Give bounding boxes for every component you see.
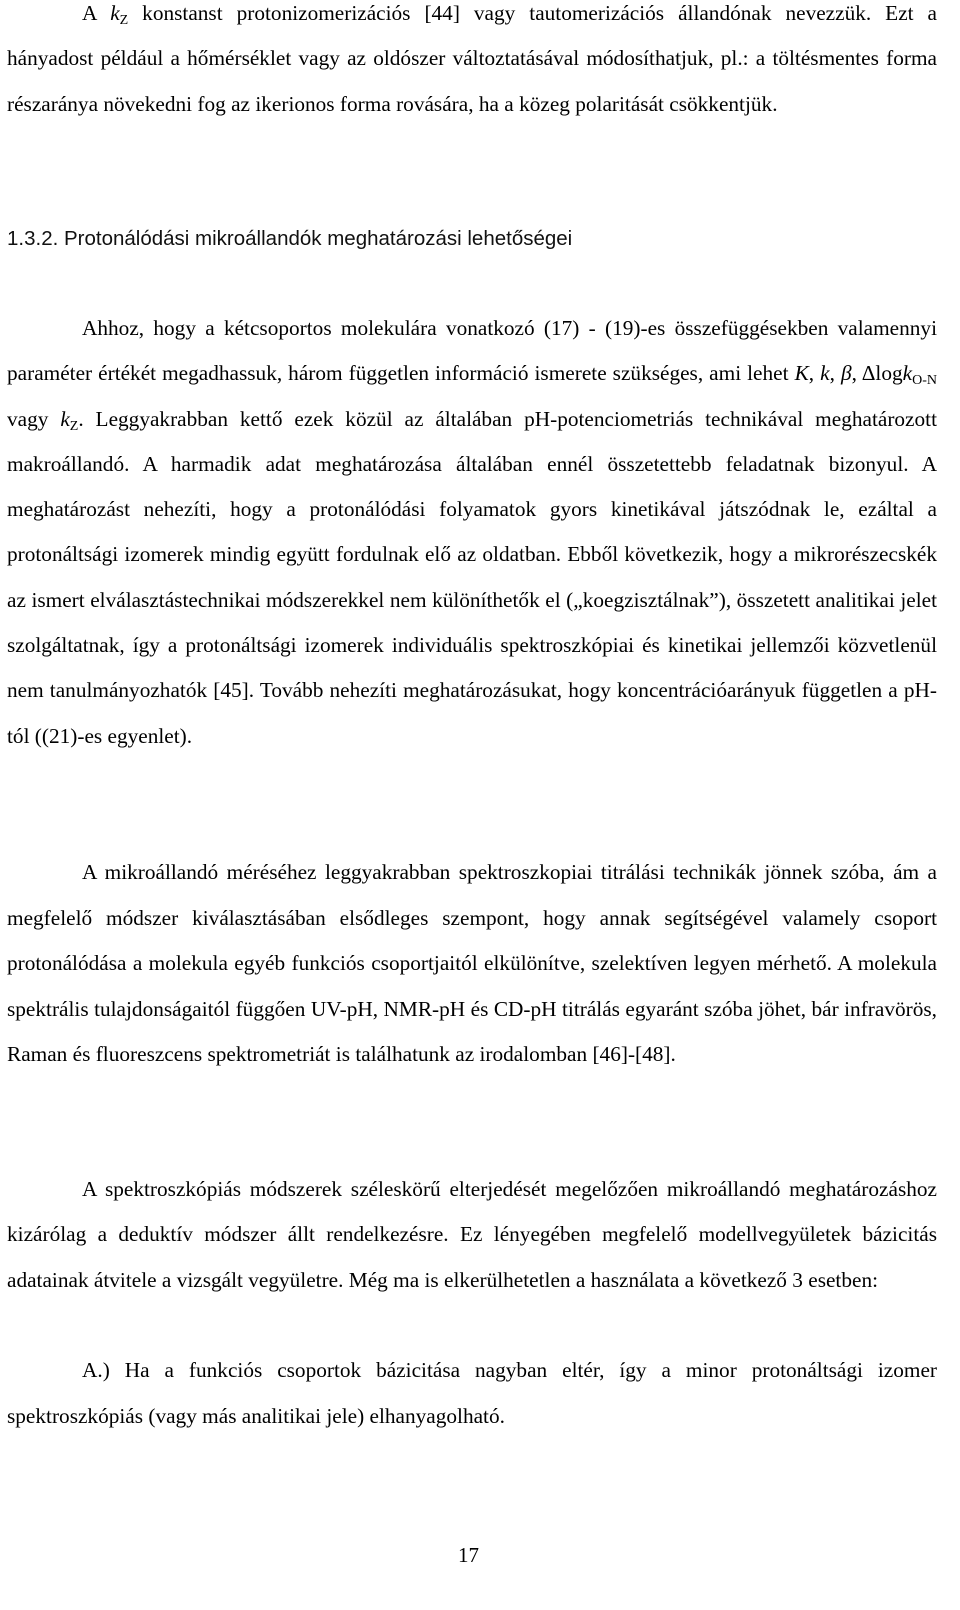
on-subscript: O-N — [912, 373, 937, 389]
intro-text-rest: konstanst protonizomerizációs [44] vagy tautomerizációs állandónak nevezzük. Ezt a hányadost például a hőmérséklet vagy az oldószer változtatásával módosíthatjuk, pl.: a töltésmentes forma részaránya növekedni fog az ikerionos forma rovására, ha a közeg polaritását csökkentjük. — [7, 1, 937, 116]
k-symbol: k — [110, 1, 120, 25]
paragraph-deductive-method: A spektroszkópiás módszerek széleskörű elterjedését megelőzően mikroállandó meghatározáshoz kizárólag a deduktív módszer állt rendelkezésre. Ez lényegében megfelelő modellvegyületek bázicitás adatainak átvitele a vizsgált vegyületre. Még ma is elkerülhetetlen a használata a következő 3 esetben: — [7, 1177, 937, 1292]
separator: , — [808, 361, 821, 386]
separator: , — [829, 361, 841, 386]
k-symbol: k — [902, 361, 913, 386]
document-page — [7, 0, 937, 1428]
k-symbol: k — [60, 406, 70, 431]
separator: , — [851, 361, 862, 386]
delta-log: Δlog — [861, 361, 903, 386]
z-subscript: Z — [69, 418, 79, 434]
para2-text-b: . Leggyakrabban kettő ezek közül az általában pH-potenciometriás technikával meghatározott makroállandó. A harmadik adat meghatározása általában ennél összetettebb feladatnak bizonyul. A meghatározást nehezíti, hogy a protonálódási folyamatok gyors kinetikával játszódnak le, ezáltal a protonáltsági izomerek mindig együtt fordulnak elő az oldatban. Ebből következik, hogy a mikrorészecskék az ismert elválasztástechnikai módszerekkel nem különíthetők el („koegzisztálnak”), összetett analitikai jelet szolgáltatnak, így a protonáltsági izomerek individuális spektroszkópiai és kinetikai jellemzői közvetlenül nem tanulmányozhatók [45]. Tovább nehezíti meghatározásukat, hogy koncentrációarányuk független a pH-tól ((21)-es egyenlet). — [7, 406, 937, 748]
K-symbol: K — [794, 361, 809, 386]
section-heading: 1.3.2. Protonálódási mikroállandók meghatározási lehetőségei — [7, 227, 573, 250]
intro-text-start: A — [82, 1, 111, 25]
paragraph-case-a: A.) Ha a funkciós csoportok bázicitása nagyban eltér, így a minor protonáltsági izomer spektroszkópiás (vagy más analitikai jele) elhanyagolható. — [7, 1358, 937, 1428]
conjunction: vagy — [7, 406, 61, 431]
z-subscript: Z — [119, 13, 129, 28]
page-number: 17 — [458, 1543, 479, 1567]
paragraph-microconstants — [7, 306, 937, 759]
para2-text-a: Ahhoz, hogy a kétcsoportos molekulára vonatkozó (17) - (19)-es összefüggésekben valamennyi paraméter értékét megadhassuk, három független információ ismerete szükséges, ami lehet — [7, 316, 937, 386]
beta-symbol: β — [840, 361, 852, 386]
paragraph-spectroscopy: A mikroállandó méréséhez leggyakrabban spektroszkopiai titrálási technikák jönnek szóba, ám a megfelelő módszer kiválasztásában elsődleges szempont, hogy annak segítségével valamely csoport protonálódása a molekula egyéb funkciós csoportjaitól elkülönítve, szelektíven legyen mérhető. A molekula spektrális tulajdonságaitól függően UV-pH, NMR-pH és CD-pH titrálás egyaránt szóba jöhet, bár infravörös, Raman és fluoreszcens spektrometriát is találhatunk az irodalomban [46]-[48]. — [7, 860, 937, 1067]
k-symbol: k — [820, 361, 830, 386]
intro-paragraph — [7, 0, 937, 127]
